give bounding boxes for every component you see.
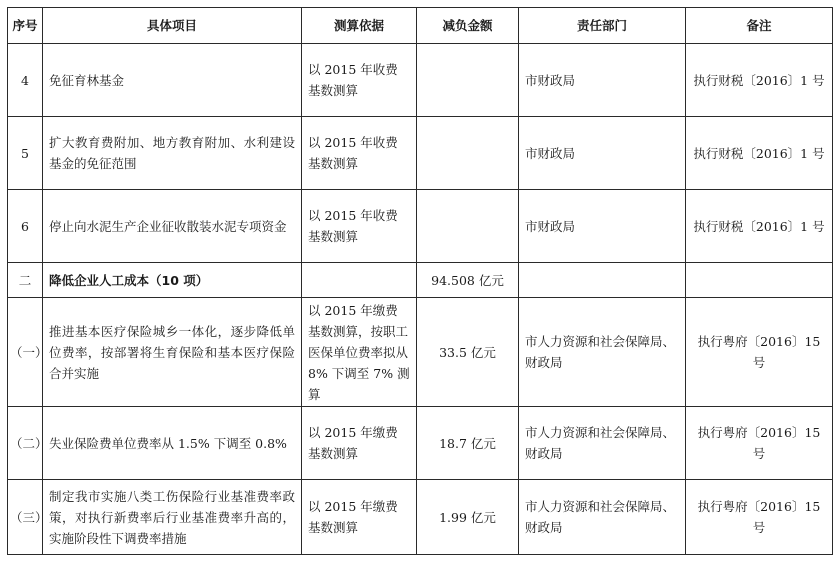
row-note: 执行粤府〔2016〕15 号 bbox=[686, 298, 833, 407]
row-item: 停止向水泥生产企业征收散装水泥专项资金 bbox=[43, 190, 302, 263]
row-note: 执行粤府〔2016〕15 号 bbox=[686, 407, 833, 480]
row-basis: 以 2015 年缴费基数测算 bbox=[302, 407, 417, 480]
row-basis: 以 2015 年收费基数测算 bbox=[302, 190, 417, 263]
header-note: 备注 bbox=[686, 8, 833, 44]
row-basis: 以 2015 年缴费基数测算，按职工医保单位费率拟从 8% 下调至 7% 测算 bbox=[302, 298, 417, 407]
row-amount bbox=[417, 190, 519, 263]
table-row bbox=[8, 407, 833, 480]
table-row bbox=[8, 480, 833, 555]
section-seq: 二 bbox=[8, 263, 43, 298]
row-dept: 市人力资源和社会保障局、财政局 bbox=[519, 407, 686, 480]
header-basis: 测算依据 bbox=[302, 8, 417, 44]
row-seq: （三） bbox=[8, 480, 43, 555]
row-amount: 1.99 亿元 bbox=[417, 480, 519, 555]
table-row bbox=[8, 298, 833, 407]
row-seq: （二） bbox=[8, 407, 43, 480]
table-row bbox=[8, 117, 833, 190]
section-title: 降低企业人工成本（10 项） bbox=[43, 263, 302, 298]
row-dept: 市财政局 bbox=[519, 44, 686, 117]
section-amount: 94.508 亿元 bbox=[417, 263, 519, 298]
table-header-row bbox=[8, 8, 833, 44]
row-dept: 市财政局 bbox=[519, 190, 686, 263]
row-amount bbox=[417, 44, 519, 117]
row-item: 制定我市实施八类工伤保险行业基准费率政策，对执行新费率后行业基准费率升高的，实施阶段性下调费率措施 bbox=[43, 480, 302, 555]
row-note: 执行财税〔2016〕1 号 bbox=[686, 44, 833, 117]
row-note: 执行粤府〔2016〕15 号 bbox=[686, 480, 833, 555]
row-note bbox=[686, 263, 833, 298]
row-dept: 市财政局 bbox=[519, 117, 686, 190]
row-amount bbox=[417, 117, 519, 190]
document-page bbox=[7, 7, 833, 555]
row-note: 执行财税〔2016〕1 号 bbox=[686, 190, 833, 263]
row-dept: 市人力资源和社会保障局、财政局 bbox=[519, 298, 686, 407]
row-seq: 4 bbox=[8, 44, 43, 117]
row-item: 失业保险费单位费率从 1.5% 下调至 0.8% bbox=[43, 407, 302, 480]
row-note: 执行财税〔2016〕1 号 bbox=[686, 117, 833, 190]
row-amount: 18.7 亿元 bbox=[417, 407, 519, 480]
section-row bbox=[8, 263, 833, 298]
header-dept: 责任部门 bbox=[519, 8, 686, 44]
row-item: 推进基本医疗保险城乡一体化，逐步降低单位费率，按部署将生育保险和基本医疗保险合并实施 bbox=[43, 298, 302, 407]
header-amount: 减负金额 bbox=[417, 8, 519, 44]
row-basis bbox=[302, 263, 417, 298]
header-seq: 序号 bbox=[8, 8, 43, 44]
row-item: 扩大教育费附加、地方教育附加、水利建设基金的免征范围 bbox=[43, 117, 302, 190]
row-basis: 以 2015 年缴费基数测算 bbox=[302, 480, 417, 555]
row-dept: 市人力资源和社会保障局、财政局 bbox=[519, 480, 686, 555]
row-item: 免征育林基金 bbox=[43, 44, 302, 117]
row-dept bbox=[519, 263, 686, 298]
row-amount: 33.5 亿元 bbox=[417, 298, 519, 407]
row-seq: 6 bbox=[8, 190, 43, 263]
table-row bbox=[8, 44, 833, 117]
row-basis: 以 2015 年收费基数测算 bbox=[302, 117, 417, 190]
row-seq: （一） bbox=[8, 298, 43, 407]
table-row bbox=[8, 190, 833, 263]
header-item: 具体项目 bbox=[43, 8, 302, 44]
burden-reduction-table bbox=[7, 7, 833, 555]
row-basis: 以 2015 年收费基数测算 bbox=[302, 44, 417, 117]
row-seq: 5 bbox=[8, 117, 43, 190]
